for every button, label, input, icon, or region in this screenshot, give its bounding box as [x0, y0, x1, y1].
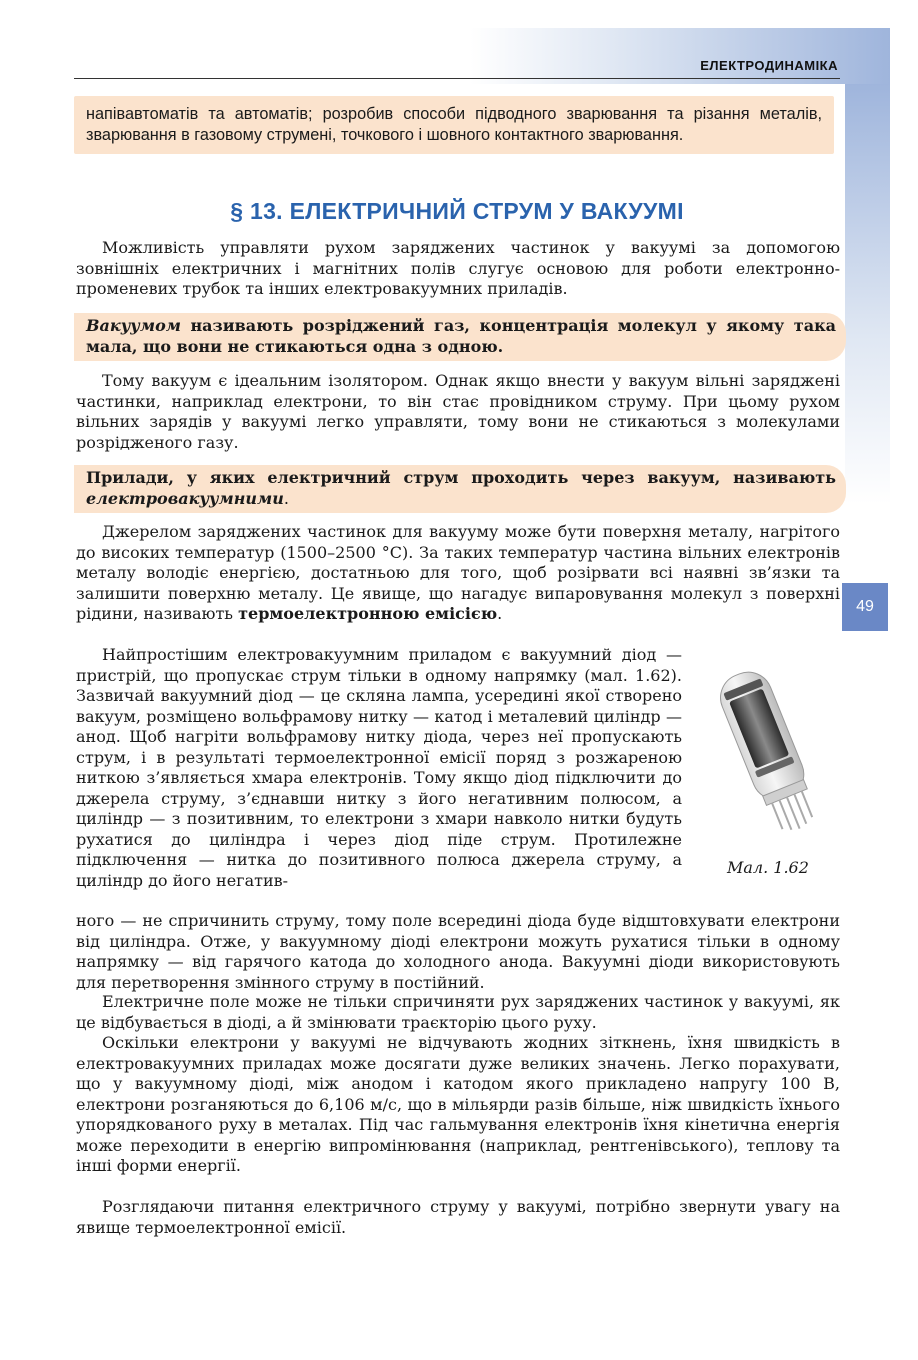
- definition-electrovacuum: [74, 465, 846, 513]
- biography-box: напівавтоматів та автоматів; розробив способи підводного зварювання та різання металів, зварювання в газовому струмені, точкового і шовного контактного зварювання.: [74, 96, 834, 154]
- page-number: 49: [842, 583, 888, 631]
- paragraph-diode: Найпростішим електровакуумним приладом є вакуумний діод — пристрій, що пропускає струм тільки в одному напрямку (мал. 1.62). Зазвичай вакуумний діод — це скляна лампа, усередині якої створено вакуум, розміщено вольфрамову нитку — катод і металевий циліндр — анод. Щоб нагріти вольфрамову нитку діода, через неї пропускають струм, і в результаті термоелектронної емісії поряд з розжареною ниткою з’являється хмара електронів. Тому якщо діод підключити до джерела струму, з’єднавши нитку з його негативним полюсом, а циліндр — з позитивним, то електрони з хмари навколо нитки будуть рухатися до циліндра і через діод піде струм. Протилежне підключення — нитка до позитивного полюса джерела струму, а циліндр до його негатив-: [76, 645, 682, 890]
- definition-lead: Прилади, у яких електричний струм проходить через вакуум, називають: [86, 468, 836, 487]
- header-divider: [74, 78, 840, 79]
- figure-caption: Мал. 1.62: [727, 858, 809, 877]
- definition-vacuum: [74, 313, 846, 361]
- paragraph-speed: Оскільки електрони у вакуумі не відчувають жодних зіткнень, їхня швидкість в електровакуумних приладах може досягати дуже великих значень. Легко порахувати, що у вакуумному діоді, між анодом і катодом якого прикладено напругу 100 В, електрони розганяються до 6,106 м/с, що в мільярди разів більше, ніж швидкість їхнього упорядкованого руху в металах. Під час гальмування електронів їхня кінетична енергія може переходити в енергію випромінювання (наприклад, рентгенівського), теплову та інші форми енергії.: [76, 1033, 840, 1175]
- side-gradient-bar: [845, 84, 890, 504]
- definition-term: електровакуумними: [86, 488, 284, 508]
- definition-tail: .: [283, 488, 289, 508]
- emission-text: Джерелом заряджених частинок для вакууму може бути поверхня металу, нагрітого до високих температур (1500–2500 °С). За таких температур частина вільних електронів металу володіє енергією, достатньою для того, щоб розірвати всі наявні зв’язки та залишити поверхню металу. Це явище, що нагадує випаровування молекул з поверхні рідини, називають: [76, 522, 840, 623]
- paragraph-field: Електричне поле може не тільки спричиняти рух заряджених частинок у вакуумі, як це відбувається в діоді, а й змінювати траєкторію цього руху.: [76, 992, 840, 1032]
- paragraph-diode-continued: ного — не спричинить струму, тому поле всередині діода буде відштовхувати електрони від циліндра. Отже, у вакуумному діоді електрони можуть рухатися тільки в одному напрямку — від гарячого катода до холодного анода. Вакуумні діоди використовують для перетворення змінного струму в постійний.: [76, 911, 840, 992]
- paragraph-emission: [76, 522, 840, 625]
- paragraph-conclusion: Розглядаючи питання електричного струму у вакуумі, потрібно звернути увагу на явище термоелектронної емісії.: [76, 1197, 840, 1237]
- header-gradient-bar: [470, 28, 890, 84]
- vacuum-diode-image: [700, 660, 840, 840]
- section-header: ЕЛЕКТРОДИНАМІКА: [700, 58, 838, 73]
- emission-term: термоелектронною емісією: [238, 604, 498, 623]
- paragraph-insulator: Тому вакуум є ідеальним ізолятором. Однак якщо внести у вакуум вільні заряджені частинки, наприклад електрони, то він стає провідником струму. При цьому рухом вільних зарядів у вакуумі легко управляти, тому вони не стикаються з молекулами розрідженого газу.: [76, 371, 840, 452]
- definition-term: Вакуумом: [86, 316, 181, 335]
- paragraph-intro: Можливість управляти рухом заряджених частинок у вакуумі за допомогою зовнішніх електричних і магнітних полів слугує основою для роботи електронно-променевих трубок та інших електровакуумних приладів.: [76, 238, 840, 298]
- emission-tail: .: [497, 604, 503, 623]
- page-title: § 13. ЕЛЕКТРИЧНИЙ СТРУМ У ВАКУУМІ: [230, 198, 684, 224]
- definition-text: називають розріджений газ, концентрація молекул у якому така мала, що вони не стикаються одна з одною.: [86, 316, 836, 356]
